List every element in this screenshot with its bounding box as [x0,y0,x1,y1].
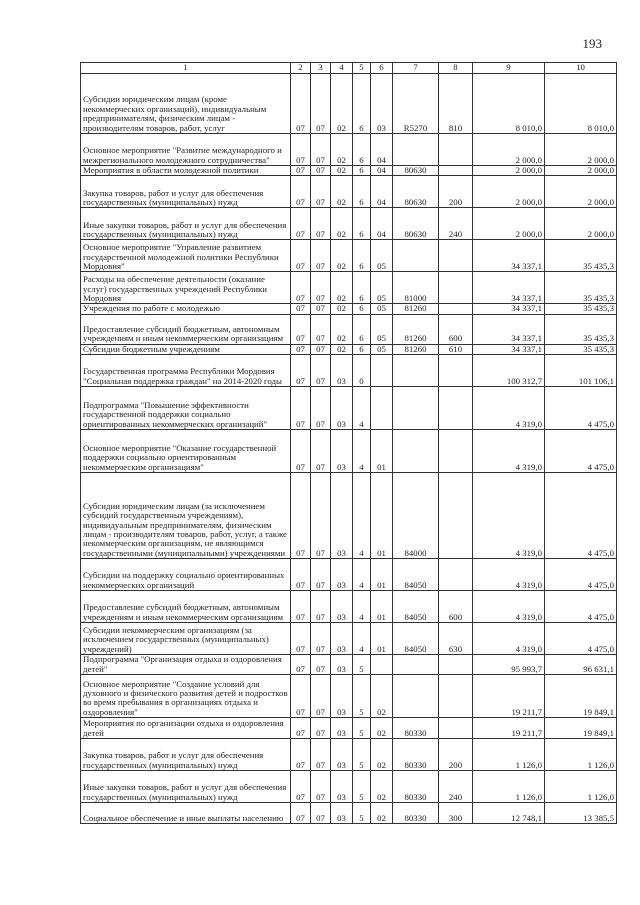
subprogram-code-cell: 6 [353,314,371,344]
section-code-cell: 07 [291,739,311,771]
section-code-cell: 07 [291,803,311,824]
row-name-cell: Социальное обеспечение и иные выплаты населению [81,803,291,824]
subsection-code-cell: 07 [311,655,331,675]
subprogram-code-cell: 4 [353,473,371,559]
header-cell: 5 [353,63,371,74]
table-row [81,134,617,166]
subprogram-code-cell: 6 [353,166,371,176]
activity-code-cell: 03 [371,74,393,134]
table-row [81,473,617,559]
amount-year2-cell: 1 126,0 [545,739,617,771]
subprogram-code-cell: 5 [353,771,371,803]
section-code-cell: 07 [291,176,311,208]
activity-code-cell: 04 [371,208,393,240]
header-cell: 2 [291,63,311,74]
amount-year2-cell: 2 000,0 [545,176,617,208]
row-name-cell: Подпрограмма "Повышение эффективности государственной поддержки социально ориентированных некоммерческих организаций" [81,387,291,430]
direction-code-cell: 80330 [393,803,439,824]
activity-code-cell: 05 [371,304,393,314]
table-row [81,166,617,176]
subprogram-code-cell: 4 [353,623,371,655]
direction-code-cell [393,387,439,430]
amount-year1-cell: 2 000,0 [473,166,545,176]
direction-code-cell [393,355,439,387]
amount-year1-cell: 100 312,7 [473,355,545,387]
section-code-cell: 07 [291,718,311,739]
program-code-cell: 02 [331,208,353,240]
header-cell: 10 [545,63,617,74]
subsection-code-cell: 07 [311,803,331,824]
amount-year1-cell: 4 319,0 [473,387,545,430]
direction-code-cell: 84000 [393,473,439,559]
activity-code-cell [371,655,393,675]
program-code-cell: 02 [331,314,353,344]
table-row [81,304,617,314]
expense-type-cell: 610 [439,344,473,354]
row-name-cell: Субсидии на поддержку социально ориентированных некоммерческих организаций [81,559,291,591]
page-number: 193 [582,36,602,51]
subsection-code-cell: 07 [311,718,331,739]
subprogram-code-cell: 6 [353,304,371,314]
subprogram-code-cell: 6 [353,272,371,304]
subsection-code-cell: 07 [311,74,331,134]
program-code-cell: 02 [331,134,353,166]
table-row [81,314,617,344]
row-name-cell: Учреждения по работе с молодежью [81,304,291,314]
amount-year1-cell: 2 000,0 [473,176,545,208]
table-row [81,675,617,718]
activity-code-cell: 01 [371,430,393,473]
expense-type-cell: 600 [439,314,473,344]
activity-code-cell: 02 [371,739,393,771]
amount-year2-cell: 13 385,5 [545,803,617,824]
amount-year2-cell: 35 435,3 [545,240,617,272]
direction-code-cell: 81260 [393,304,439,314]
subsection-code-cell: 07 [311,166,331,176]
section-code-cell: 07 [291,166,311,176]
subsection-code-cell: 07 [311,739,331,771]
header-cell: 3 [311,63,331,74]
subprogram-code-cell: 5 [353,718,371,739]
amount-year2-cell: 4 475,0 [545,591,617,623]
row-name-cell: Предоставление субсидий бюджетным, автономным учреждениям и иным некоммерческим организациям [81,314,291,344]
program-code-cell: 03 [331,430,353,473]
expense-type-cell [439,240,473,272]
subprogram-code-cell: 5 [353,803,371,824]
subsection-code-cell: 07 [311,430,331,473]
subsection-code-cell: 07 [311,473,331,559]
row-name-cell: Иные закупки товаров, работ и услуг для обеспечения государственных (муниципальных) нужд [81,208,291,240]
amount-year2-cell: 19 849,1 [545,675,617,718]
section-code-cell: 07 [291,771,311,803]
subsection-code-cell: 07 [311,559,331,591]
subsection-code-cell: 07 [311,134,331,166]
program-code-cell: 03 [331,803,353,824]
section-code-cell: 07 [291,655,311,675]
direction-code-cell: 84050 [393,591,439,623]
activity-code-cell: 04 [371,166,393,176]
amount-year1-cell: 34 337,1 [473,344,545,354]
amount-year2-cell: 35 435,3 [545,272,617,304]
table-row [81,803,617,824]
direction-code-cell: 80330 [393,718,439,739]
direction-code-cell [393,430,439,473]
amount-year2-cell: 101 106,1 [545,355,617,387]
row-name-cell: Закупка товаров, работ и услуг для обеспечения государственных (муниципальных) нужд [81,176,291,208]
expense-type-cell [439,387,473,430]
subprogram-code-cell: 6 [353,344,371,354]
expense-type-cell: 200 [439,176,473,208]
direction-code-cell: 80330 [393,771,439,803]
amount-year2-cell: 2 000,0 [545,208,617,240]
subsection-code-cell: 07 [311,240,331,272]
row-name-cell: Основное мероприятие "Развитие международного и межрегионального молодежного сотрудничества" [81,134,291,166]
table-row [81,355,617,387]
subsection-code-cell: 07 [311,344,331,354]
header-cell: 1 [81,63,291,74]
table-row [81,623,617,655]
amount-year1-cell: 4 319,0 [473,591,545,623]
direction-code-cell [393,240,439,272]
row-name-cell: Предоставление субсидий бюджетным, автономным учреждениям и иным некоммерческим организациям [81,591,291,623]
row-name-cell: Субсидии бюджетным учреждениям [81,344,291,354]
header-cell: 8 [439,63,473,74]
activity-code-cell: 01 [371,623,393,655]
amount-year2-cell: 4 475,0 [545,430,617,473]
subprogram-code-cell: 6 [353,208,371,240]
expense-type-cell [439,134,473,166]
section-code-cell: 07 [291,134,311,166]
table-row [81,176,617,208]
activity-code-cell: 02 [371,718,393,739]
subsection-code-cell: 07 [311,272,331,304]
program-code-cell: 03 [331,623,353,655]
expense-type-cell: 600 [439,591,473,623]
expense-type-cell: 300 [439,803,473,824]
amount-year2-cell: 1 126,0 [545,771,617,803]
section-code-cell: 07 [291,591,311,623]
header-cell: 6 [371,63,393,74]
expense-type-cell [439,718,473,739]
header-cell: 4 [331,63,353,74]
direction-code-cell: R5270 [393,74,439,134]
expense-type-cell: 240 [439,771,473,803]
program-code-cell: 03 [331,591,353,623]
program-code-cell: 03 [331,387,353,430]
activity-code-cell [371,355,393,387]
direction-code-cell [393,655,439,675]
row-name-cell: Государственная программа Республики Мордовия "Социальная поддержка граждан" на 2014-2020 годы [81,355,291,387]
table-row [81,718,617,739]
direction-code-cell: 80630 [393,176,439,208]
subsection-code-cell: 07 [311,591,331,623]
amount-year2-cell: 35 435,3 [545,344,617,354]
table-row [81,344,617,354]
program-code-cell: 03 [331,718,353,739]
row-name-cell: Субсидии некоммерческим организациям (за исключением государственных (муниципальных) учреждений) [81,623,291,655]
row-name-cell: Мероприятия по организации отдыха и оздоровления детей [81,718,291,739]
amount-year1-cell: 34 337,1 [473,304,545,314]
activity-code-cell: 04 [371,176,393,208]
row-name-cell: Иные закупки товаров, работ и услуг для обеспечения государственных (муниципальных) нужд [81,771,291,803]
subprogram-code-cell: 6 [353,134,371,166]
table-row [81,591,617,623]
subprogram-code-cell: 4 [353,591,371,623]
section-code-cell: 07 [291,240,311,272]
amount-year1-cell: 4 319,0 [473,623,545,655]
subprogram-code-cell: 6 [353,176,371,208]
subprogram-code-cell: 5 [353,655,371,675]
table-row [81,559,617,591]
expense-type-cell [439,272,473,304]
expense-type-cell: 200 [439,739,473,771]
expense-type-cell [439,355,473,387]
table-row [81,387,617,430]
program-code-cell: 03 [331,675,353,718]
direction-code-cell: 81000 [393,272,439,304]
subprogram-code-cell: 6 [353,240,371,272]
section-code-cell: 07 [291,675,311,718]
header-cell: 9 [473,63,545,74]
amount-year2-cell: 8 010,0 [545,74,617,134]
subsection-code-cell: 07 [311,771,331,803]
program-code-cell: 03 [331,771,353,803]
amount-year2-cell: 2 000,0 [545,134,617,166]
amount-year1-cell: 34 337,1 [473,272,545,304]
direction-code-cell: 80630 [393,208,439,240]
direction-code-cell [393,134,439,166]
subprogram-code-cell: 0 [353,355,371,387]
section-code-cell: 07 [291,74,311,134]
activity-code-cell: 05 [371,344,393,354]
program-code-cell: 02 [331,304,353,314]
amount-year1-cell: 95 993,7 [473,655,545,675]
table-row [81,272,617,304]
section-code-cell: 07 [291,208,311,240]
row-name-cell: Субсидии юридическим лицам (кроме некоммерческих организаций), индивидуальным предпринимателям, физическим лицам - производителям товаров, работ, услуг [81,74,291,134]
amount-year2-cell: 35 435,3 [545,314,617,344]
expense-type-cell [439,655,473,675]
direction-code-cell: 81260 [393,314,439,344]
amount-year1-cell: 34 337,1 [473,314,545,344]
amount-year2-cell: 4 475,0 [545,623,617,655]
budget-table [80,62,617,824]
table-body [81,74,617,824]
activity-code-cell [371,387,393,430]
subsection-code-cell: 07 [311,675,331,718]
amount-year1-cell: 1 126,0 [473,739,545,771]
program-code-cell: 02 [331,272,353,304]
row-name-cell: Основное мероприятие "Оказание государственной поддержки социально ориентированным некоммерческим организациям" [81,430,291,473]
section-code-cell: 07 [291,387,311,430]
activity-code-cell: 05 [371,240,393,272]
table-row [81,74,617,134]
section-code-cell: 07 [291,314,311,344]
amount-year2-cell: 19 849,1 [545,718,617,739]
expense-type-cell [439,166,473,176]
amount-year1-cell: 1 126,0 [473,771,545,803]
amount-year1-cell: 19 211,7 [473,675,545,718]
amount-year1-cell: 12 748,1 [473,803,545,824]
direction-code-cell: 84050 [393,559,439,591]
subsection-code-cell: 07 [311,623,331,655]
expense-type-cell: 240 [439,208,473,240]
program-code-cell: 03 [331,739,353,771]
activity-code-cell: 04 [371,134,393,166]
subprogram-code-cell: 5 [353,739,371,771]
expense-type-cell [439,473,473,559]
expense-type-cell: 630 [439,623,473,655]
activity-code-cell: 02 [371,675,393,718]
amount-year1-cell: 4 319,0 [473,473,545,559]
row-name-cell: Расходы на обеспечение деятельности (оказание услуг) государственных учреждений Республики Мордовия [81,272,291,304]
table-header-row [81,63,617,74]
activity-code-cell: 02 [371,771,393,803]
subsection-code-cell: 07 [311,208,331,240]
row-name-cell: Основное мероприятие "Создание условий для духовного и физического развития детей и подростков во время пребывания в организациях отдыха и оздоровления" [81,675,291,718]
expense-type-cell [439,559,473,591]
section-code-cell: 07 [291,430,311,473]
program-code-cell: 02 [331,74,353,134]
table-row [81,240,617,272]
section-code-cell: 07 [291,344,311,354]
program-code-cell: 03 [331,655,353,675]
section-code-cell: 07 [291,559,311,591]
activity-code-cell: 01 [371,559,393,591]
direction-code-cell: 84050 [393,623,439,655]
activity-code-cell: 02 [371,803,393,824]
expense-type-cell [439,675,473,718]
amount-year2-cell: 96 631,1 [545,655,617,675]
amount-year2-cell: 4 475,0 [545,473,617,559]
amount-year1-cell: 8 010,0 [473,74,545,134]
table-row [81,739,617,771]
row-name-cell: Основное мероприятие "Управление развитием государственной молодежной политики Республики Мордовия" [81,240,291,272]
activity-code-cell: 05 [371,272,393,304]
program-code-cell: 03 [331,559,353,591]
amount-year1-cell: 2 000,0 [473,208,545,240]
subsection-code-cell: 07 [311,176,331,208]
activity-code-cell: 01 [371,591,393,623]
program-code-cell: 02 [331,240,353,272]
row-name-cell: Субсидии юридическим лицам (за исключением субсидий государственным учреждениям), индивидуальным предпринимателям, физическим лицам - производителям товаров, работ, услуг, а также некоммерческим организациям, не являющимся государственными (муниципальными) учреждениями [81,473,291,559]
section-code-cell: 07 [291,473,311,559]
section-code-cell: 07 [291,304,311,314]
subprogram-code-cell: 4 [353,387,371,430]
section-code-cell: 07 [291,623,311,655]
subsection-code-cell: 07 [311,387,331,430]
direction-code-cell: 80630 [393,166,439,176]
activity-code-cell: 05 [371,314,393,344]
subprogram-code-cell: 4 [353,559,371,591]
row-name-cell: Подпрограмма "Организация отдыха и оздоровления детей" [81,655,291,675]
amount-year1-cell: 2 000,0 [473,134,545,166]
section-code-cell: 07 [291,272,311,304]
amount-year2-cell: 4 475,0 [545,387,617,430]
amount-year1-cell: 4 319,0 [473,559,545,591]
amount-year2-cell: 2 000,0 [545,166,617,176]
direction-code-cell [393,675,439,718]
program-code-cell: 02 [331,176,353,208]
subsection-code-cell: 07 [311,355,331,387]
program-code-cell: 02 [331,166,353,176]
amount-year2-cell: 35 435,3 [545,304,617,314]
direction-code-cell: 81260 [393,344,439,354]
amount-year1-cell: 19 211,7 [473,718,545,739]
table-row [81,208,617,240]
activity-code-cell: 01 [371,473,393,559]
header-cell: 7 [393,63,439,74]
expense-type-cell [439,430,473,473]
direction-code-cell: 80330 [393,739,439,771]
section-code-cell: 07 [291,355,311,387]
amount-year1-cell: 4 319,0 [473,430,545,473]
amount-year1-cell: 34 337,1 [473,240,545,272]
table-row [81,430,617,473]
table-row [81,771,617,803]
expense-type-cell: 810 [439,74,473,134]
subprogram-code-cell: 6 [353,74,371,134]
row-name-cell: Закупка товаров, работ и услуг для обеспечения государственных (муниципальных) нужд [81,739,291,771]
subprogram-code-cell: 4 [353,430,371,473]
expense-type-cell [439,304,473,314]
subsection-code-cell: 07 [311,314,331,344]
amount-year2-cell: 4 475,0 [545,559,617,591]
program-code-cell: 03 [331,355,353,387]
table-row [81,655,617,675]
subprogram-code-cell: 5 [353,675,371,718]
row-name-cell: Мероприятия в области молодежной политики [81,166,291,176]
program-code-cell: 02 [331,344,353,354]
subsection-code-cell: 07 [311,304,331,314]
program-code-cell: 03 [331,473,353,559]
